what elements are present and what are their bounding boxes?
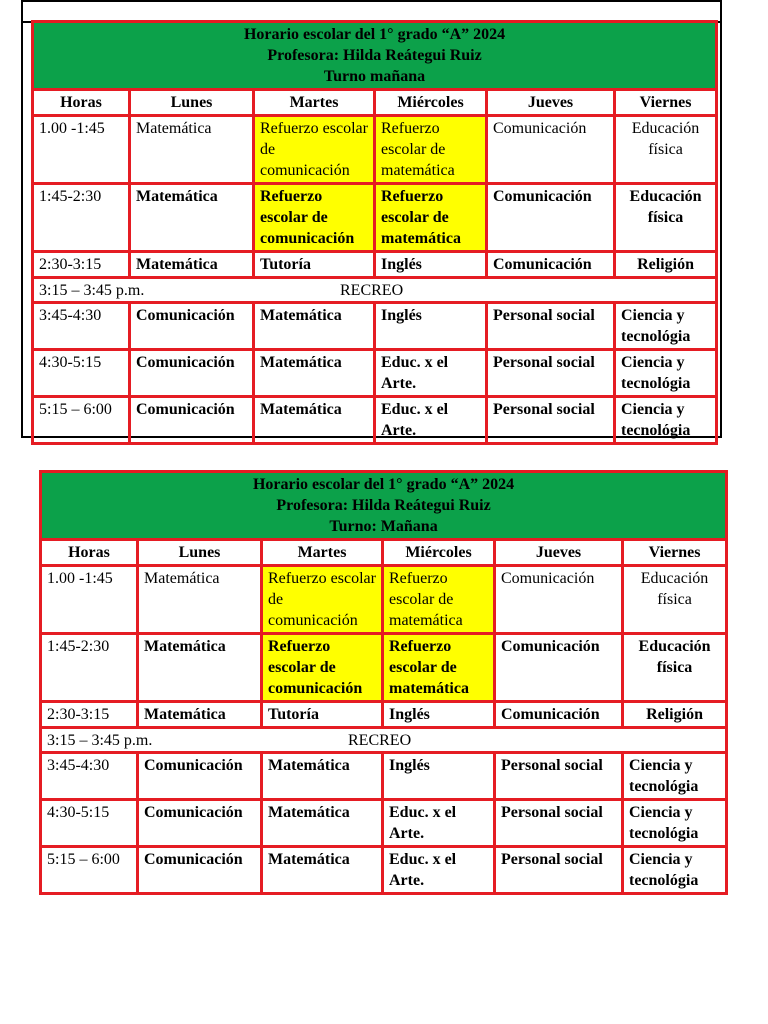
subject-cell: Educ. x el Arte. bbox=[375, 397, 487, 444]
subject-cell: Educación física bbox=[615, 184, 717, 252]
column-header: Miércoles bbox=[375, 90, 487, 116]
subject-cell: Inglés bbox=[375, 252, 487, 278]
title-line: Horario escolar del 1° grado “A” 2024 bbox=[252, 476, 515, 493]
column-header: Martes bbox=[254, 90, 375, 116]
subject-cell: Ciencia y tecnológia bbox=[623, 800, 727, 847]
subject-cell: Matemática bbox=[254, 303, 375, 350]
schedule-title bbox=[33, 22, 717, 90]
table-row bbox=[33, 350, 717, 397]
time-cell: 3:45-4:30 bbox=[33, 303, 130, 350]
column-header: Jueves bbox=[495, 540, 623, 566]
subject-cell: Inglés bbox=[383, 702, 495, 728]
recess-cell bbox=[33, 278, 717, 303]
subject-cell: Matemática bbox=[138, 634, 262, 702]
time-cell: 3:45-4:30 bbox=[41, 753, 138, 800]
time-cell: 1.00 -1:45 bbox=[33, 116, 130, 184]
title-line: Turno mañana bbox=[323, 68, 426, 85]
subject-cell: Personal social bbox=[487, 397, 615, 444]
subject-cell: Comunicación bbox=[138, 753, 262, 800]
time-cell: 2:30-3:15 bbox=[33, 252, 130, 278]
column-header: Viernes bbox=[623, 540, 727, 566]
subject-cell: Educ. x el Arte. bbox=[383, 847, 495, 894]
recess-content bbox=[39, 280, 710, 300]
subject-cell: Comunicación bbox=[495, 566, 623, 634]
table-row bbox=[41, 634, 727, 702]
column-header: Miércoles bbox=[383, 540, 495, 566]
header-row bbox=[41, 540, 727, 566]
time-cell: 1.00 -1:45 bbox=[41, 566, 138, 634]
subject-cell: Comunicación bbox=[130, 303, 254, 350]
time-cell: 5:15 – 6:00 bbox=[41, 847, 138, 894]
title-row bbox=[41, 472, 727, 540]
table-row bbox=[33, 303, 717, 350]
time-cell: 4:30-5:15 bbox=[41, 800, 138, 847]
subject-cell: Ciencia y tecnológia bbox=[615, 397, 717, 444]
subject-cell: Comunicación bbox=[138, 800, 262, 847]
subject-cell: Personal social bbox=[487, 350, 615, 397]
subject-cell: Comunicación bbox=[487, 252, 615, 278]
subject-cell: Matemática bbox=[130, 184, 254, 252]
subject-cell: Personal social bbox=[495, 800, 623, 847]
subject-cell: Refuerzo escolar de comunicación bbox=[254, 184, 375, 252]
subject-cell: Comunicación bbox=[495, 702, 623, 728]
subject-cell: Matemática bbox=[262, 847, 383, 894]
table-row bbox=[33, 397, 717, 444]
table-row bbox=[33, 184, 717, 252]
column-header: Horas bbox=[33, 90, 130, 116]
title-line: Horario escolar del 1° grado “A” 2024 bbox=[243, 26, 506, 43]
table-row bbox=[33, 116, 717, 184]
subject-cell: Comunicación bbox=[130, 350, 254, 397]
subject-cell: Refuerzo escolar de comunicación bbox=[262, 566, 383, 634]
recess-time: 3:15 – 3:45 p.m. bbox=[39, 282, 145, 299]
subject-cell: Matemática bbox=[254, 397, 375, 444]
time-cell: 1:45-2:30 bbox=[33, 184, 130, 252]
column-header: Viernes bbox=[615, 90, 717, 116]
title-row bbox=[33, 22, 717, 90]
column-header: Martes bbox=[262, 540, 383, 566]
subject-cell: Refuerzo escolar de matemática bbox=[375, 116, 487, 184]
recess-label: RECREO bbox=[348, 732, 412, 749]
subject-cell: Matemática bbox=[262, 800, 383, 847]
subject-cell: Educ. x el Arte. bbox=[383, 800, 495, 847]
column-header: Lunes bbox=[138, 540, 262, 566]
subject-cell: Comunicación bbox=[495, 634, 623, 702]
subject-cell: Matemática bbox=[138, 702, 262, 728]
column-header: Jueves bbox=[487, 90, 615, 116]
header-row bbox=[33, 90, 717, 116]
recess-time: 3:15 – 3:45 p.m. bbox=[47, 732, 153, 749]
subject-cell: Ciencia y tecnológia bbox=[615, 350, 717, 397]
column-header: Horas bbox=[41, 540, 138, 566]
subject-cell: Comunicación bbox=[138, 847, 262, 894]
table-row bbox=[41, 847, 727, 894]
recess-row bbox=[41, 728, 727, 753]
title-line: Profesora: Hilda Reátegui Ruiz bbox=[267, 47, 482, 64]
table-row bbox=[41, 753, 727, 800]
recess-label: RECREO bbox=[340, 282, 404, 299]
subject-cell: Ciencia y tecnológia bbox=[615, 303, 717, 350]
subject-cell: Inglés bbox=[383, 753, 495, 800]
subject-cell: Matemática bbox=[254, 350, 375, 397]
schedule-title bbox=[41, 472, 727, 540]
subject-cell: Matemática bbox=[138, 566, 262, 634]
subject-cell: Educación física bbox=[623, 634, 727, 702]
subject-cell: Religión bbox=[615, 252, 717, 278]
time-cell: 2:30-3:15 bbox=[41, 702, 138, 728]
subject-cell: Ciencia y tecnológia bbox=[623, 753, 727, 800]
table-row bbox=[33, 252, 717, 278]
recess-row bbox=[33, 278, 717, 303]
subject-cell: Refuerzo escolar de matemática bbox=[383, 566, 495, 634]
subject-cell: Personal social bbox=[495, 753, 623, 800]
subject-cell: Educación física bbox=[623, 566, 727, 634]
title-line: Turno: Mañana bbox=[329, 518, 438, 535]
subject-cell: Comunicación bbox=[130, 397, 254, 444]
subject-cell: Refuerzo escolar de matemática bbox=[375, 184, 487, 252]
time-cell: 5:15 – 6:00 bbox=[33, 397, 130, 444]
subject-cell: Matemática bbox=[130, 116, 254, 184]
subject-cell: Tutoría bbox=[262, 702, 383, 728]
subject-cell: Matemática bbox=[130, 252, 254, 278]
subject-cell: Comunicación bbox=[487, 116, 615, 184]
recess-cell bbox=[41, 728, 727, 753]
time-cell: 4:30-5:15 bbox=[33, 350, 130, 397]
subject-cell: Educ. x el Arte. bbox=[375, 350, 487, 397]
subject-cell: Inglés bbox=[375, 303, 487, 350]
table-row bbox=[41, 800, 727, 847]
table-row bbox=[41, 702, 727, 728]
time-cell: 1:45-2:30 bbox=[41, 634, 138, 702]
subject-cell: Ciencia y tecnológia bbox=[623, 847, 727, 894]
subject-cell: Educación física bbox=[615, 116, 717, 184]
title-line: Profesora: Hilda Reátegui Ruiz bbox=[276, 497, 491, 514]
schedule-table-2 bbox=[39, 470, 728, 895]
recess-content bbox=[47, 730, 720, 750]
column-header: Lunes bbox=[130, 90, 254, 116]
subject-cell: Personal social bbox=[495, 847, 623, 894]
table-row bbox=[41, 566, 727, 634]
subject-cell: Refuerzo escolar de comunicación bbox=[254, 116, 375, 184]
subject-cell: Refuerzo escolar de matemática bbox=[383, 634, 495, 702]
subject-cell: Tutoría bbox=[254, 252, 375, 278]
subject-cell: Religión bbox=[623, 702, 727, 728]
subject-cell: Matemática bbox=[262, 753, 383, 800]
subject-cell: Comunicación bbox=[487, 184, 615, 252]
subject-cell: Personal social bbox=[487, 303, 615, 350]
schedule-table-1 bbox=[31, 20, 718, 445]
subject-cell: Refuerzo escolar de comunicación bbox=[262, 634, 383, 702]
